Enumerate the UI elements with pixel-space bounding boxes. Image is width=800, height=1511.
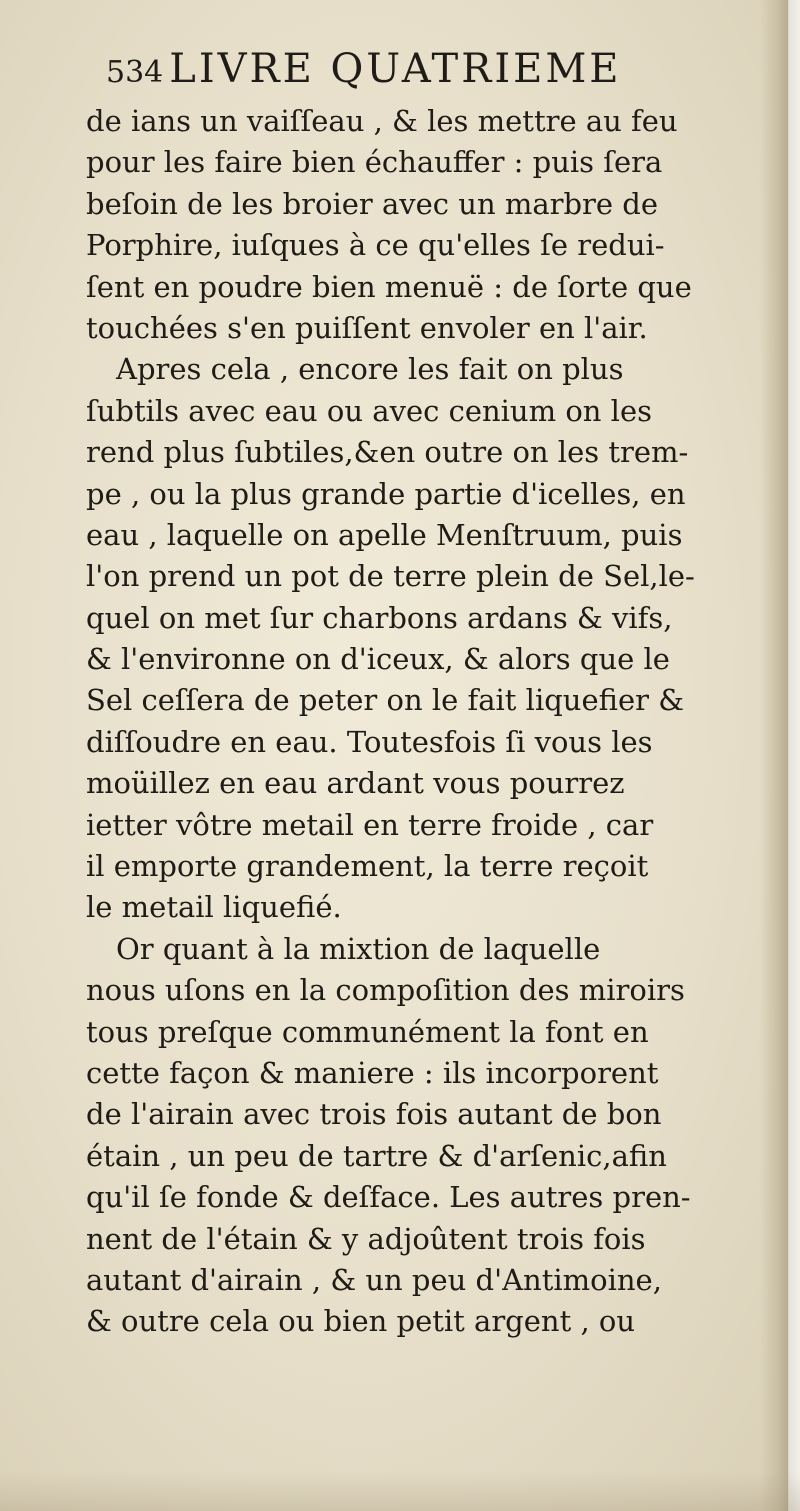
text-line: beſoin de les broier avec un marbre de — [86, 186, 659, 221]
text-line: pe , ou la plus grande partie d'icelles, en — [86, 476, 686, 511]
page-number: 534 — [106, 55, 164, 90]
text-line: l'on prend un pot de terre plein de Sel,le- — [86, 559, 695, 594]
text-line: touchées s'en puiſſent envoler en l'air. — [86, 310, 648, 345]
text-line: pour les faire bien échauffer : puis ſera — [86, 145, 663, 180]
text-line: & l'environne on d'iceux, & alors que le — [86, 642, 670, 677]
text-line: & outre cela ou bien petit argent , ou — [86, 1304, 636, 1339]
text-line: qu'il ſe fonde & deſface. Les autres pren- — [86, 1180, 691, 1215]
text-line: de ians un vaiſſeau , & les mettre au feu — [86, 104, 678, 138]
text-line: étain , un peu de tartre & d'arſenic,afin — [86, 1138, 667, 1173]
paragraph-start-line: Or quant à la mixtion de laquelle — [116, 931, 601, 966]
text-line: rend plus ſubtiles,&en outre on les trem- — [86, 435, 689, 470]
body-text — [86, 101, 746, 1343]
text-line: autant d'airain , & un peu d'Antimoine, — [86, 1262, 662, 1297]
text-line: diſſoudre en eau. Toutesfois ſi vous les — [86, 724, 653, 759]
text-line: cette façon & maniere : ils incorporent — [86, 1055, 659, 1090]
text-line: tous preſque communément la font en — [86, 1014, 649, 1049]
text-line: nous uſons en la compoſition des miroirs — [86, 973, 685, 1008]
page-edge-shadow — [760, 0, 800, 1511]
text-line: ſubtils avec eau ou avec cenium on les — [86, 393, 652, 428]
text-line: moüillez en eau ardant vous pourrez — [86, 766, 625, 801]
text-line: nent de l'étain & y adjoûtent trois fois — [86, 1221, 646, 1256]
text-line: quel on met ſur charbons ardans & vifs, — [86, 600, 673, 635]
text-line: ſent en poudre bien menuë : de ſorte que — [86, 269, 692, 304]
text-line: il emporte grandement, la terre reçoit — [86, 849, 649, 884]
text-line: de l'airain avec trois fois autant de bon — [86, 1097, 662, 1132]
page-bottom-shadow — [0, 1471, 800, 1511]
text-line: eau , laquelle on apelle Menſtruum, puis — [86, 517, 683, 552]
paragraph-start-line: Apres cela , encore les fait on plus — [116, 352, 624, 387]
text-line: ietter vôtre metail en terre froide , car — [86, 807, 654, 842]
text-line: Porphire, iuſques à ce qu'elles ſe redui- — [86, 228, 665, 263]
page-header — [106, 46, 746, 98]
text-line: le metail liquefié. — [86, 890, 342, 925]
text-line: Sel ceſſera de peter on le fait liquefier & — [86, 683, 685, 718]
running-title: LIVRE QUATRIEME — [169, 46, 622, 92]
